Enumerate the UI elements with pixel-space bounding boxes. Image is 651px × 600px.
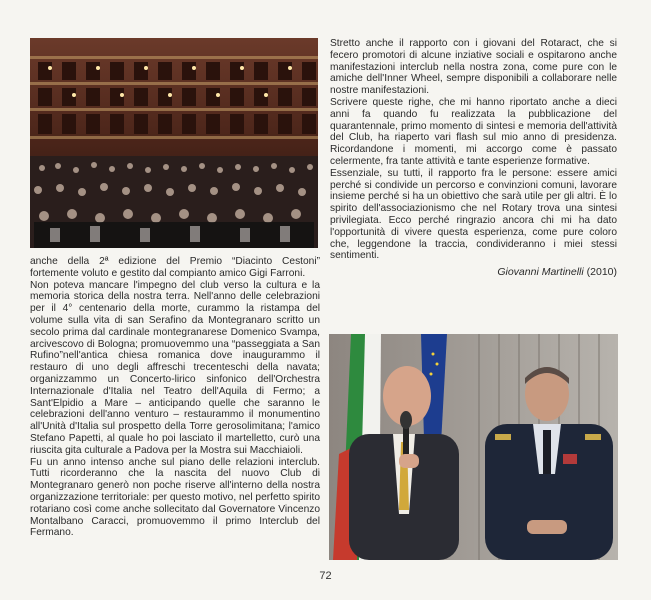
paragraph: Essenziale, su tutti, il rapporto fra le persone: essere amici perché si condivide un percorso e convinzioni comuni, lavorare insieme perché si ha un obiettivo che sarà utile per gli altri. È lo spirito dell'associazionismo che nel Rotary trova una sintesi privilegiata. Ecco perché ringrazio ancora chi mi ha dato l'opportunità di vivere questa esperienza, come pure coloro che, leggendone la traccia, condivideranno i miei stessi sentimenti.	[330, 167, 617, 262]
left-text-column	[30, 256, 320, 539]
author-year: (2010)	[586, 266, 617, 278]
ceremony-photo-image	[329, 334, 618, 560]
paragraph: Non poteva mancare l'impegno del club verso la cultura e la memoria storica della nostra terra. Nell'anno delle celebrazioni per il 4° centenario della morte, curammo la ristampa del volume sulla vita di san Serafino da Montegranaro scritto un secolo prima dal cardinale montegranarese Domenico Svampa, arcivescovo di Bologna; promuovemmo una “passeggiata a San Rufino”nell'antica chiesa romanica dove inaugurammo il restauro di uno degli affreschi trecenteschi della navata; organizzammo un Concerto-lirico sinfonico dell'Orchestra Internazionale d'Italia nel Teatro dell'Aquila di Fermo; a Sant'Elpidio a Mare – anticipando quelle che saranno le celebrazioni dell'anno venturo – restaurammo il monumentino all'Unità d'Italia sul prospetto della Torre gerosolimitana; l'amico Stefano Papetti, al quale ho poi lasciato il martelletto, curò una riuscita gita culturale a Padova per la Mostra sui Macchiaioli.	[30, 279, 320, 456]
paragraph: Stretto anche il rapporto con i giovani del Rotaract, che si fecero promotori di alcune inziative sociali e ospitarono anche manifestazioni interclub nella nostra zona, come pure con le amiche dell'Inner Wheel, sempre disponibili a collaborare nelle nostre manifestazioni.	[330, 38, 617, 97]
theater-audience-photo	[30, 38, 318, 248]
paragraph: anche della 2ª edizione del Premio “Diacinto Cestoni” fortemente voluto e gestito dal compianto amico Gigi Farroni.	[30, 256, 320, 279]
page-number: 72	[319, 570, 332, 582]
ceremony-photo	[329, 334, 618, 560]
author-name: Giovanni Martinelli	[497, 266, 584, 278]
paragraph: Fu un anno intenso anche sul piano delle relazioni interclub. Tutti ricorderanno che la nascita del nuovo Club di Montegranaro generò non poche riserve all'interno della nostra organizzazione territoriale: per questo motivo, nel perfetto spirito rotariano così come anche sollecitato dal Governatore Vincenzo Montalbano Caracci, promuovemmo il primo Interclub del Fermano.	[30, 456, 320, 539]
theater-photo-image	[30, 38, 318, 248]
paragraph: Scrivere queste righe, che mi hanno riportato anche a dieci anni fa quando fu realizzata la pubblicazione del quarantennale, primo momento di sintesi e memoria dell'attività del Club, ha riaperto vari flash sul mio anno di presidenza. Ricordandone i momenti, mi accorgo come è passato celermente, fra tante attività e tante esperienze formative.	[330, 96, 617, 167]
right-text-column	[330, 38, 617, 262]
author-signature	[330, 266, 617, 278]
